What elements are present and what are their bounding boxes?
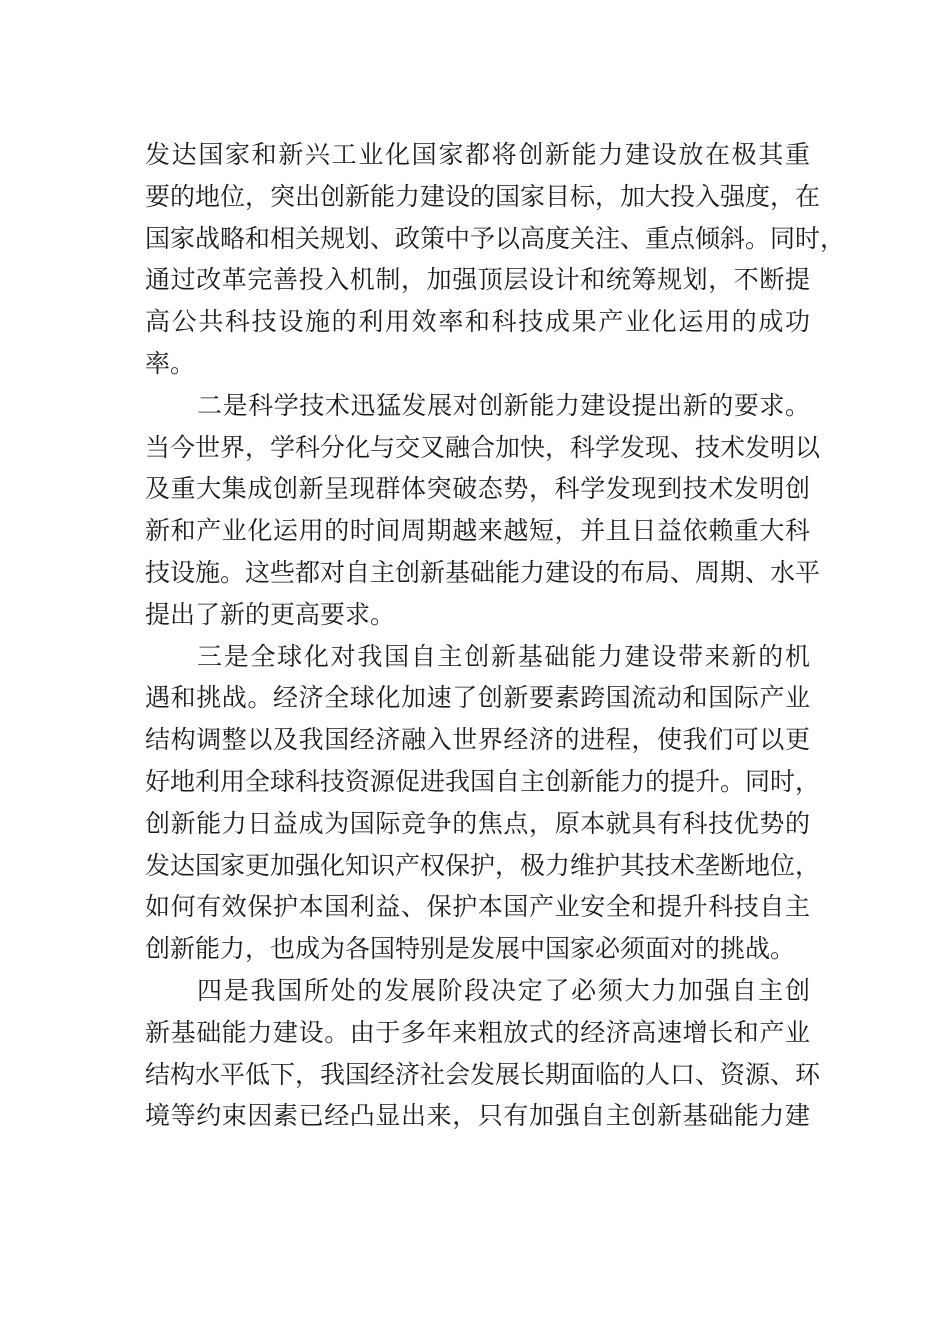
text-line: 国家战略和相关规划、政策中予以高度关注、重点倾斜。同时， <box>145 223 846 253</box>
text-line: 三是全球化对我国自主创新基础能力建设带来新的机 <box>197 641 810 671</box>
text-line: 遇和挑战。经济全球化加速了创新要素跨国流动和国际产业 <box>145 683 810 713</box>
text-line: 发达国家更加强化知识产权保护，极力维护其技术垄断地位， <box>145 850 821 880</box>
text-line: 技设施。这些都对自主创新基础能力建设的布局、周期、水平 <box>145 557 821 587</box>
text-line: 创新能力日益成为国际竞争的焦点，原本就具有科技优势的 <box>145 808 810 838</box>
text-line: 四是我国所处的发展阶段决定了必须大力加强自主创 <box>197 975 810 1005</box>
text-line: 好地利用全球科技资源促进我国自主创新能力的提升。同时， <box>145 766 821 796</box>
text-line: 及重大集成创新呈现群体突破态势，科学发现到技术发明创 <box>145 474 810 504</box>
text-line: 新和产业化运用的时间周期越来越短，并且日益依赖重大科 <box>145 516 810 546</box>
text-line: 创新能力，也成为各国特别是发展中国家必须面对的挑战。 <box>145 934 796 964</box>
text-line: 境等约束因素已经凸显出来，只有加强自主创新基础能力建 <box>145 1101 810 1131</box>
text-line: 高公共科技设施的利用效率和科技成果产业化运用的成功 <box>145 307 810 337</box>
text-line: 结构水平低下，我国经济社会发展长期面临的人口、资源、环 <box>145 1059 821 1089</box>
text-line: 新基础能力建设。由于多年来粗放式的经济高速增长和产业 <box>145 1017 810 1047</box>
text-line: 发达国家和新兴工业化国家都将创新能力建设放在极其重 <box>145 140 810 169</box>
text-line: 要的地位，突出创新能力建设的国家目标，加大投入强度，在 <box>145 181 821 211</box>
body-text <box>145 134 846 1137</box>
text-line: 如何有效保护本国利益、保护本国产业安全和提升科技自主 <box>145 892 810 922</box>
text-line: 二是科学技术迅猛发展对创新能力建设提出新的要求。 <box>197 390 810 420</box>
text-line: 提出了新的更高要求。 <box>145 599 396 629</box>
text-line: 通过改革完善投入机制，加强顶层设计和统筹规划，不断提 <box>145 265 810 295</box>
text-line: 率。 <box>145 348 196 378</box>
text-line: 当今世界，学科分化与交叉融合加快，科学发现、技术发明以 <box>145 432 821 462</box>
text-line: 结构调整以及我国经济融入世界经济的进程，使我们可以更 <box>145 725 810 755</box>
